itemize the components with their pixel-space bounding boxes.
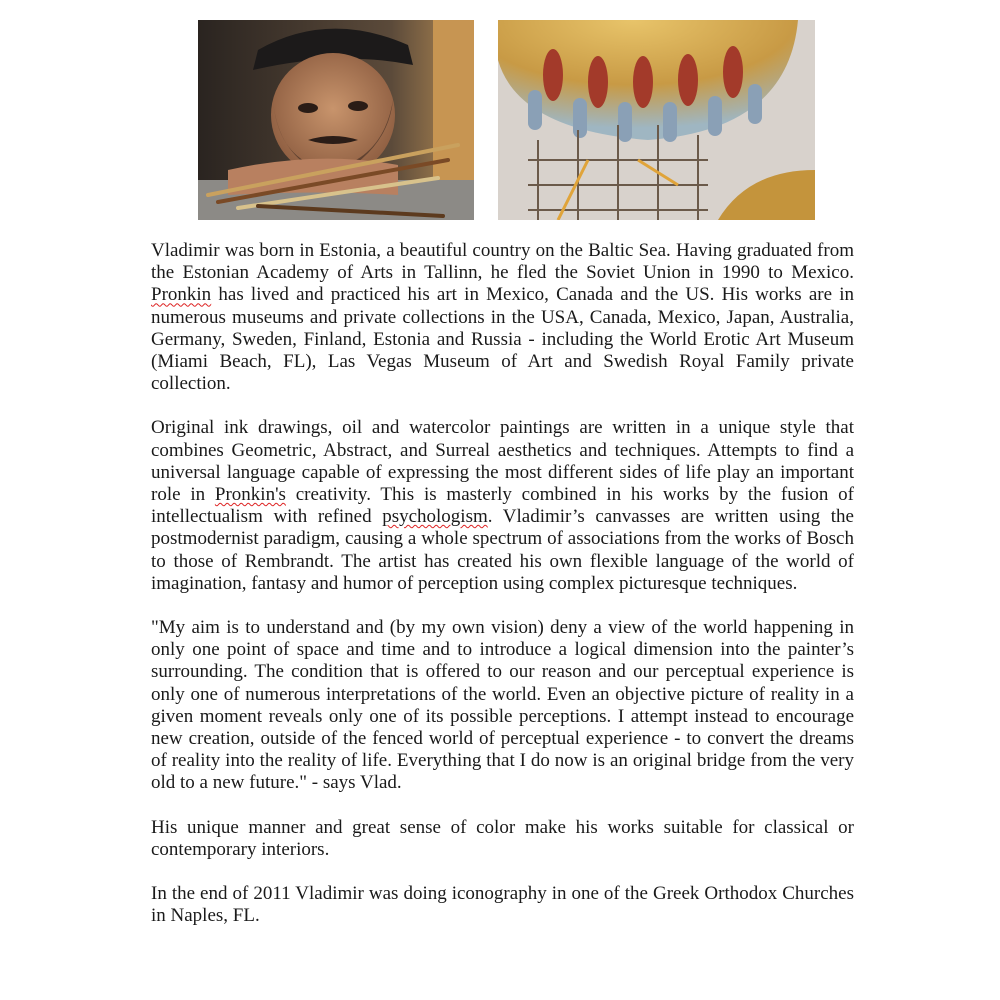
artist-portrait-photo — [198, 20, 474, 220]
spellcheck-flagged-word: psychologism — [382, 506, 488, 528]
biography-text — [151, 240, 854, 949]
paragraph-biography: Vladimir was born in Estonia, a beautiful country on the Baltic Sea. Having graduated from the Estonian Academy of Arts in Tallinn, he fled the Soviet Union in 1990 to Mexico. Pronkin has lived and practiced his art in Mexico, Canada and the US. His works are in numerous museums and private collections in the USA, Canada, Mexico, Japan, Australia, Germany, Sweden, Finland, Estonia and Russia - including the World Erotic Art Museum (Miami Beach, FL), Las Vegas Museum of Art and Swedish Royal Family private collection. — [151, 240, 854, 395]
spellcheck-flagged-word: Pronkin — [151, 284, 212, 306]
church-dome-photo — [498, 20, 815, 220]
paragraph-interiors: His unique manner and great sense of color make his works suitable for classical or contemporary interiors. — [151, 816, 854, 860]
paragraph-quote: "My aim is to understand and (by my own vision) deny a view of the world happening in only one point of space and time and to introduce a logical dimension into the painter’s surrounding. The condition that is offered to our reason and our perceptual experience is only one of numerous interpretations of the world. Even an objective picture of reality in a given moment reveals only one of its possible perceptions. I attempt instead to encourage new creation, outside of the fenced world of perceptual experience - to convert the dreams of reality into the reality of life. Everything that I do now is an original bridge from the very old to a new future." - says Vlad. — [151, 617, 854, 794]
paragraph-style: Original ink drawings, oil and watercolor paintings are written in a unique style that combines Geometric, Abstract, and Surreal aesthetics and techniques. Attempts to find a universal language capable of expressing the most different sides of life play an important role in Pronkin's creativity. This is masterly combined in his works by the fusion of intellectualism with refined psychologism. Vladimir’s canvasses are written using the postmodernist paradigm, causing a whole spectrum of associations from the works of Bosch to those of Rembrandt. The artist has created his own flexible language of the world of imagination, fantasy and humor of perception using complex picturesque techniques. — [151, 417, 854, 594]
spellcheck-flagged-word: Pronkin's — [214, 484, 286, 506]
paragraph-iconography: In the end of 2011 Vladimir was doing iconography in one of the Greek Orthodox Churches in Naples, FL. — [151, 883, 854, 927]
